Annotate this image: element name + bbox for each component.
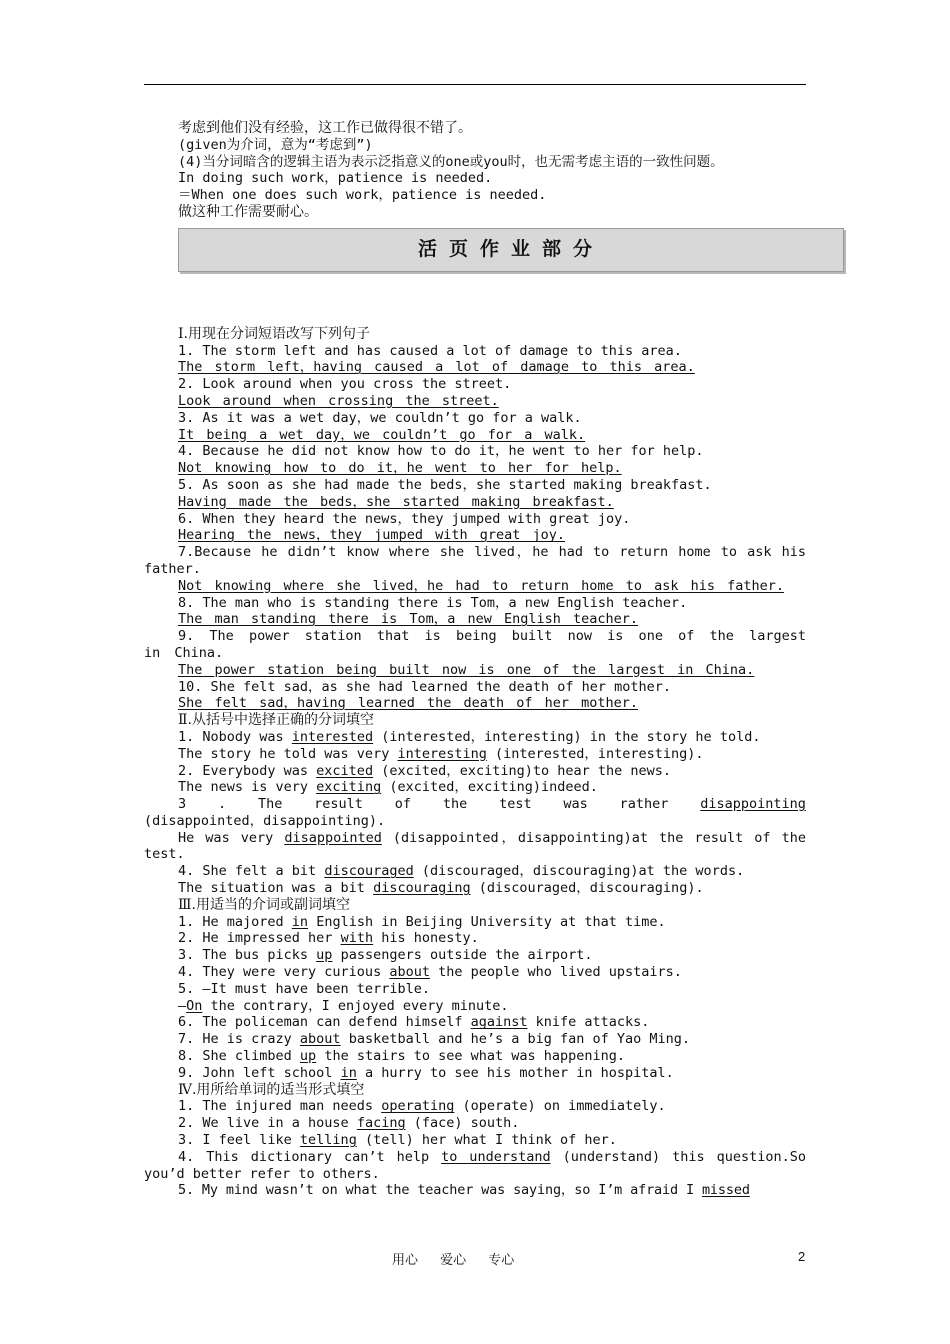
s3-answer-8: up: [299, 1048, 317, 1065]
s3-item-5: 5. —It must have been terrible.: [178, 980, 430, 997]
s4-answer-5: missed: [701, 1182, 750, 1199]
s1-q1: 1. The storm left and has caused a lot of damage to this area.: [178, 342, 682, 359]
section4-heading: Ⅳ.用所给单词的适当形式填空: [178, 1081, 365, 1098]
s1-a9: The power station being built now is one of the largest in China.: [178, 661, 755, 678]
banner-title: 活页作业部分: [417, 238, 604, 261]
s2-answer-3a: disappointing: [700, 796, 806, 813]
s2-answer-2a: excited: [316, 762, 374, 779]
s3-item-3: 3. The bus picks up passengers outside the airport.: [178, 947, 593, 964]
s3-answer-3: up: [316, 947, 333, 964]
s1-q8: 8. The man who is standing there is Tom，a new English teacher.: [178, 594, 688, 611]
s2-answer-2b: exciting: [316, 779, 382, 796]
s1-a6: Hearing the news，they jumped with great joy.: [178, 527, 565, 544]
s2-item-2b: The news is very exciting (excited，exciting)indeed.: [178, 779, 598, 796]
s2-answer-4a: discouraged: [324, 863, 414, 880]
section2-heading: Ⅱ.从括号中选择正确的分词填空: [178, 712, 374, 729]
intro-line-4: In doing such work，patience is needed.: [178, 170, 493, 187]
s4-answer-1: operating: [381, 1098, 455, 1115]
s4-item-4: 4. This dictionary can’t help to understand (understand) this question.So you’d better refer to others.: [144, 1148, 806, 1182]
s2-item-4a: 4. She felt a bit discouraged (discouraged，discouraging)at the words.: [178, 863, 745, 880]
s3-answer-9: in: [340, 1064, 357, 1081]
s2-item-4b: The situation was a bit discouraging (discouraged，discouraging).: [178, 880, 704, 897]
page-number: 2: [798, 1249, 806, 1264]
intro-line-1: 考虑到他们没有经验，这工作已做得很不错了。: [178, 120, 472, 136]
s1-a7: Not knowing where she lived，he had to return home to ask his father.: [178, 577, 785, 594]
section1-heading: Ⅰ.用现在分词短语改写下列句子: [178, 325, 370, 342]
s2-item-2a: 2. Everybody was excited (excited，exciting)to hear the news.: [178, 762, 672, 779]
s1-a10: She felt sad，having learned the death of her mother.: [178, 695, 639, 712]
s1-q7: 7.Because he didn’t know where she lived，he had to return home to ask his father.: [144, 544, 806, 577]
s3-item-2: 2. He impressed her with his honesty.: [178, 930, 479, 947]
s4-item-3: 3. I feel like telling (tell) her what I think of her.: [178, 1132, 617, 1149]
s1-a3: It being a wet day，we couldn’t go for a walk.: [178, 426, 586, 443]
s3-item-8: 8. She climbed up the stairs to see what was happening.: [178, 1048, 626, 1065]
s3-answer-1: in: [291, 913, 309, 930]
s4-item-2: 2. We live in a house facing (face) south.: [178, 1115, 520, 1132]
s1-a4: Not knowing how to do it，he went to her for help.: [178, 460, 622, 477]
document-body: [144, 120, 806, 1199]
s3-item-7: 7. He is crazy about basketball and he’s a big fan of Yao Ming.: [178, 1031, 691, 1048]
s1-q6: 6. When they heard the news，they jumped with great joy.: [178, 510, 631, 527]
s3-answer-2: with: [340, 930, 374, 947]
section-banner: [178, 228, 844, 272]
s4-answer-2: facing: [356, 1115, 406, 1132]
s4-item-5: 5. My mind wasn’t on what the teacher was saying，so I’m afraid I missed: [178, 1182, 750, 1199]
s3-answer-7: about: [299, 1031, 341, 1048]
s2-answer-1b: interesting: [397, 745, 487, 762]
s1-a8: The man standing there is Tom，a new English teacher.: [178, 611, 639, 628]
s1-q4: 4. Because he did not know how to do it，he went to her for help.: [178, 443, 704, 460]
s3-item-4: 4. They were very curious about the people who lived upstairs.: [178, 964, 682, 981]
s1-q5: 5. As soon as she had made the beds，she started making breakfast.: [178, 476, 712, 493]
s2-item-3a: 3 . The result of the test was rather disappointing: [178, 796, 806, 813]
intro-line-5: ＝When one does such work，patience is needed.: [178, 187, 547, 204]
section1-list: [144, 343, 806, 713]
footer-motto: 用心 爱心 专心: [392, 1253, 515, 1268]
s4-answer-3: telling: [299, 1132, 357, 1149]
s2-answer-3b: disappointed: [284, 829, 382, 846]
s2-answer-4b: discouraging: [373, 880, 471, 897]
section3-heading: Ⅲ.用适当的介词或副词填空: [178, 896, 350, 913]
s4-answer-4: to understand: [441, 1148, 551, 1165]
s2-item-1a: 1. Nobody was interested (interested，interesting) in the story he told.: [178, 728, 761, 745]
s1-q2: 2. Look around when you cross the street.: [178, 376, 512, 393]
s3-item-5-reply: —On the contrary，I enjoyed every minute.: [178, 997, 509, 1014]
s3-item-1: 1. He majored in English in Beijing University at that time.: [178, 913, 666, 930]
s1-a5: Having made the beds，she started making breakfast.: [178, 493, 614, 510]
s1-q9: 9. The power station that is being built now is one of the largest in China.: [144, 628, 806, 661]
s4-item-1: 1. The injured man needs operating (operate) on immediately.: [178, 1098, 666, 1115]
s1-a1: The storm left，having caused a lot of damage to this area.: [178, 359, 695, 376]
s2-answer-1a: interested: [291, 728, 374, 745]
s3-item-6: 6. The policeman can defend himself against knife attacks.: [178, 1014, 650, 1031]
s1-q3: 3. As it was a wet day，we couldn’t go for a walk.: [178, 409, 582, 426]
s1-a2: Look around when crossing the street.: [178, 392, 499, 409]
intro-line-6: 做这种工作需要耐心。: [178, 203, 318, 220]
s3-answer-6: against: [470, 1014, 528, 1031]
s3-answer-4: about: [389, 964, 430, 981]
s3-answer-5: On: [186, 997, 203, 1014]
intro-line-3: (4)当分词暗含的逻辑主语为表示泛指意义的one或you时，也无需考虑主语的一致性问题。: [178, 153, 724, 170]
s1-q10: 10. She felt sad，as she had learned the death of her mother.: [178, 678, 672, 695]
s2-item-3a-cont: (disappointed，disappointing).: [144, 812, 386, 829]
s2-item-1b: The story he told was very interesting (interested，interesting).: [178, 745, 704, 762]
header-rule: [144, 84, 806, 85]
intro-line-2: (given为介词，意为“考虑到”): [178, 136, 373, 153]
s2-item-3b: He was very disappointed (disappointed，disappointing)at the result of the test.: [144, 829, 806, 863]
page-footer: [0, 1249, 950, 1269]
s3-item-9: 9. John left school in a hurry to see his mother in hospital.: [178, 1064, 674, 1081]
